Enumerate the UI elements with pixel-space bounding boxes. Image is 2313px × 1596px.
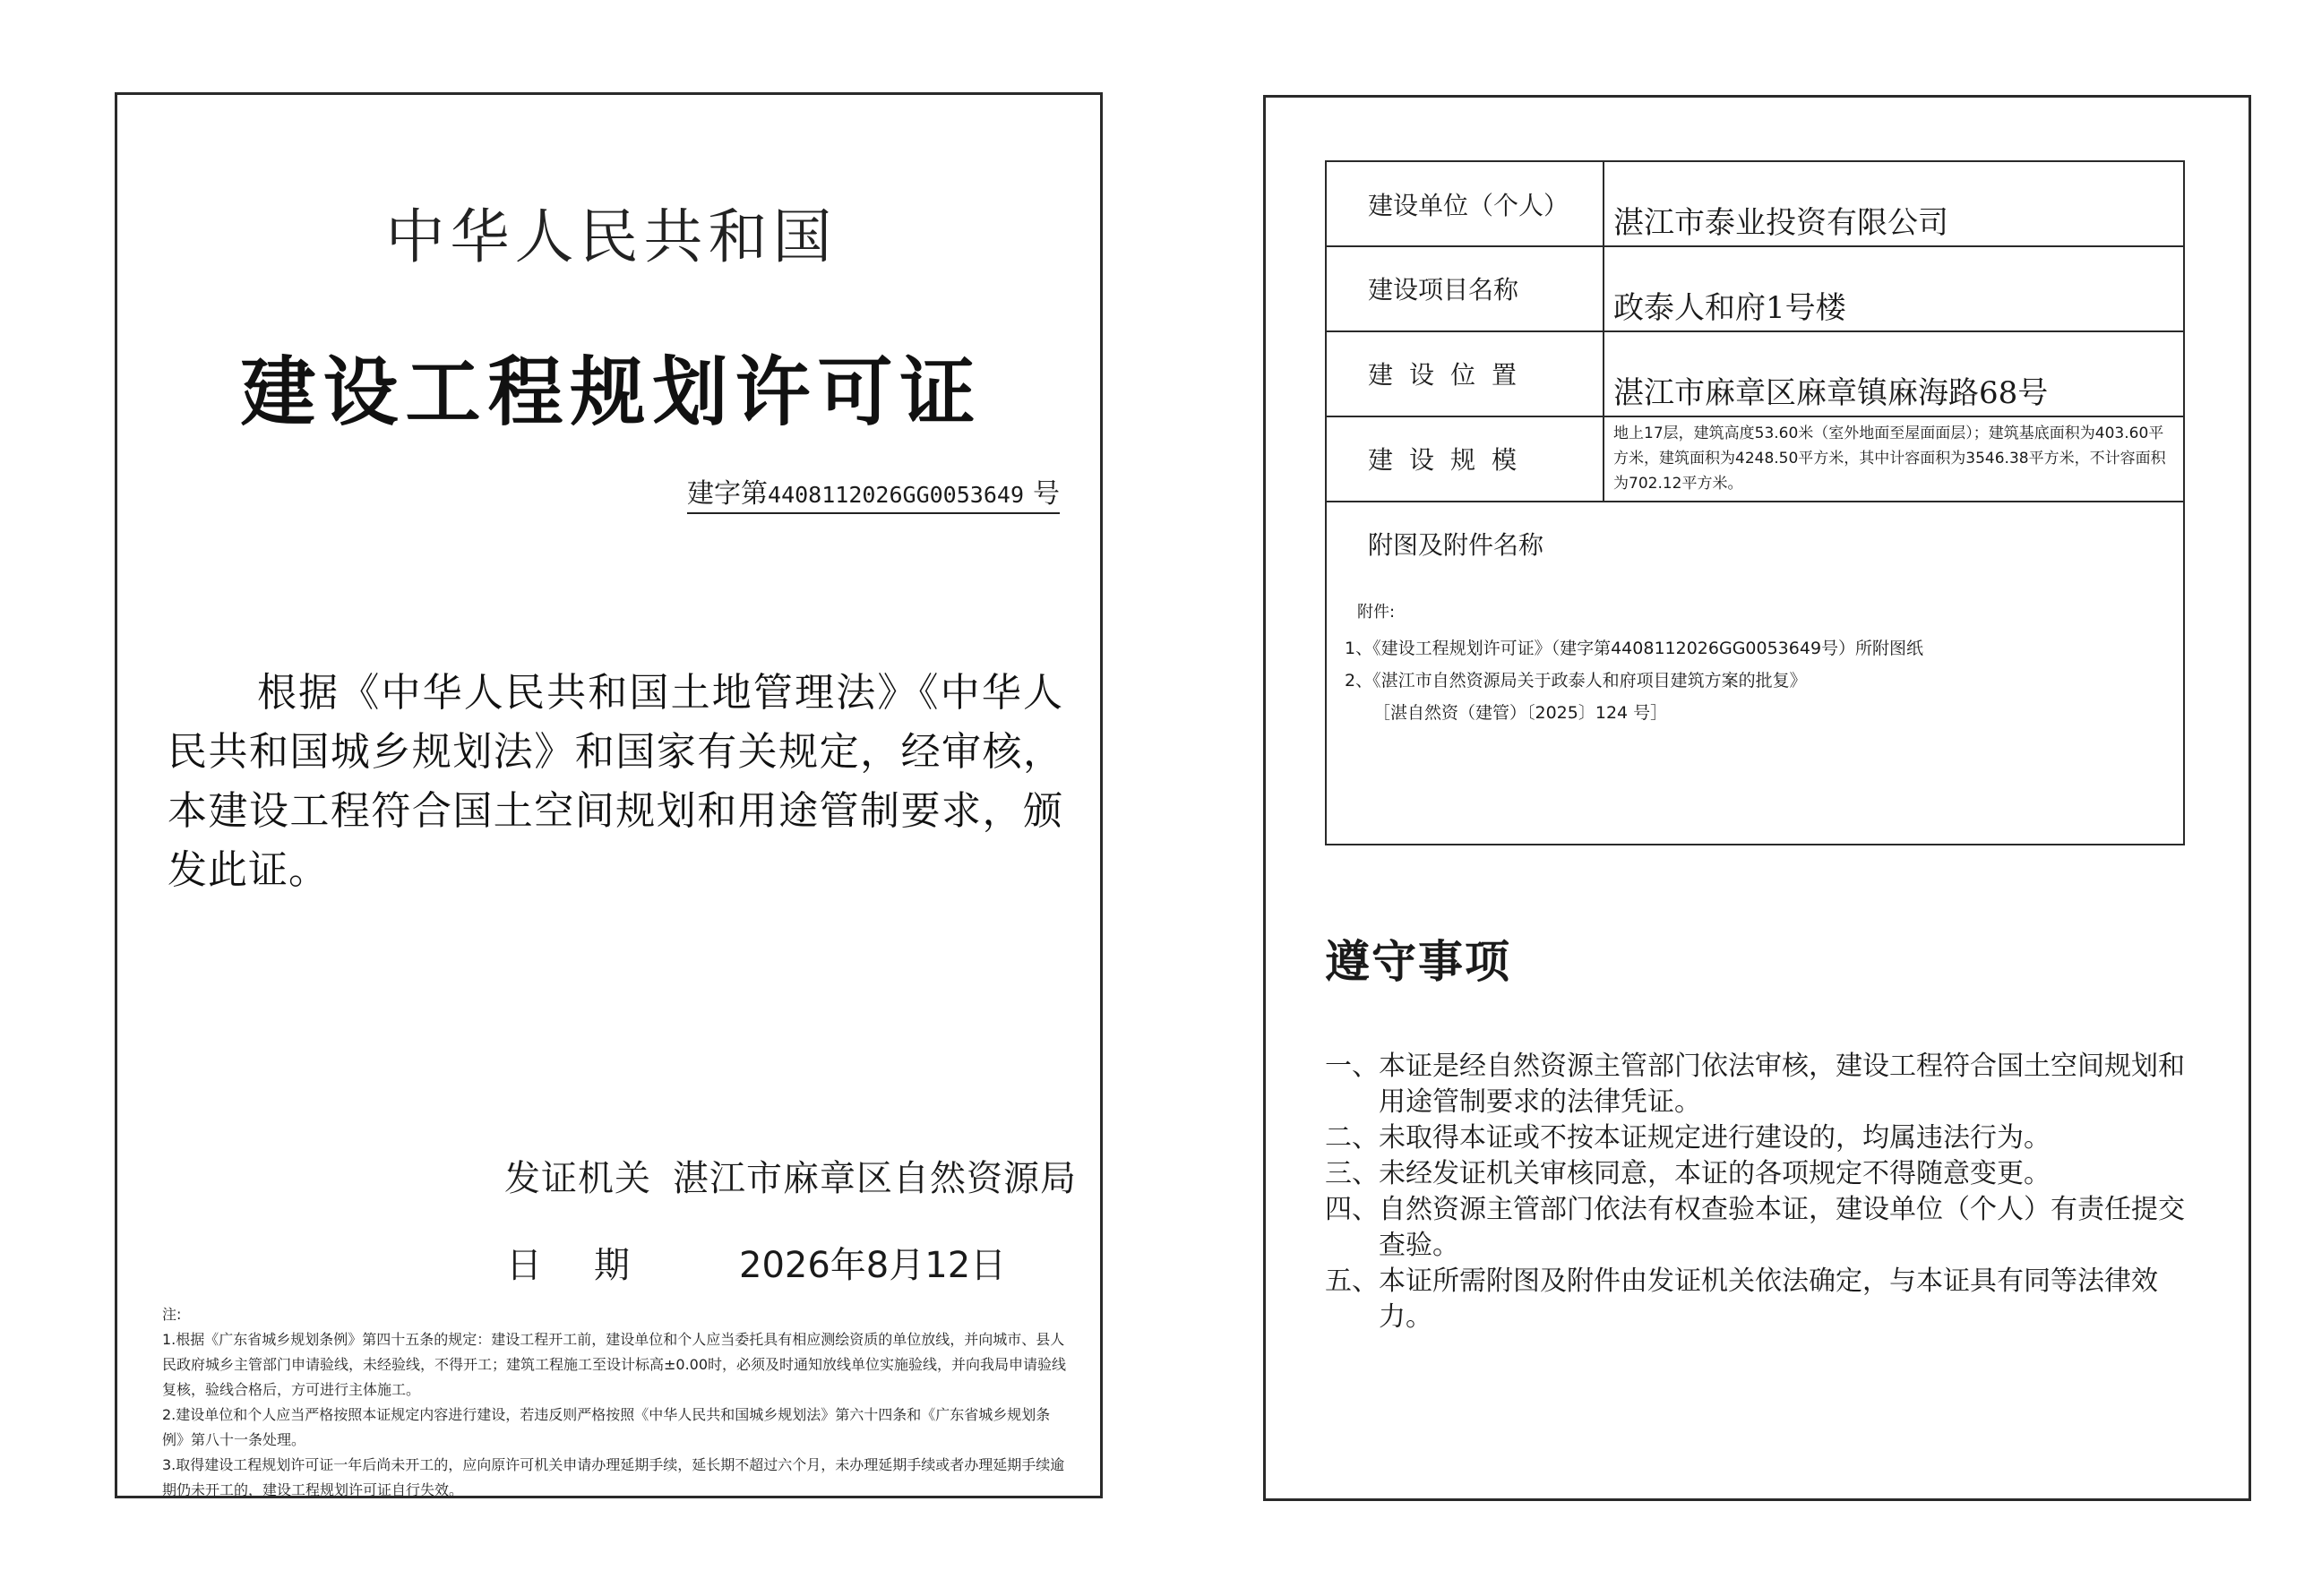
project-info-table bbox=[1325, 160, 2185, 845]
attachments-label: 附件: bbox=[1357, 603, 1396, 622]
rule-item bbox=[1325, 1156, 2203, 1192]
rules-heading: 遵守事项 bbox=[1325, 936, 1511, 988]
attachment-item: 2、《湛江市自然资源局关于政泰人和府项目建筑方案的批复》 bbox=[1345, 671, 1807, 691]
rule-index: 五、 bbox=[1325, 1266, 1379, 1297]
permit-statement: 根据《中华人民共和国土地管理法》《中华人民共和国城乡规划法》和国家有关规定，经审核，本建设工程符合国土空间规划和用途管制要求，颁发此证。 bbox=[168, 670, 1063, 893]
rule-item bbox=[1325, 1264, 2203, 1335]
location-label: 建设位置 bbox=[1327, 330, 1604, 416]
note-item: 2.建设单位和个人应当严格按照本证规定内容进行建设，若违反则严格按照《中华人民共和国城乡规划法》第六十四条和《广东省城乡规划条例》第八十一条处理。 bbox=[162, 1406, 1051, 1448]
attachments-title: 附图及附件名称 bbox=[1368, 530, 1544, 560]
issuer-value: 湛江市麻章区自然资源局 bbox=[673, 1158, 1077, 1199]
table-row bbox=[1327, 416, 2183, 502]
permit-front-page bbox=[115, 92, 1103, 1498]
country-name: 中华人民共和国 bbox=[385, 202, 838, 271]
rule-item bbox=[1325, 1049, 2203, 1120]
rule-item bbox=[1325, 1120, 2203, 1156]
date-value: 2026年8月12日 bbox=[739, 1245, 1007, 1286]
date-label: 日期 bbox=[506, 1245, 682, 1286]
rule-index: 四、 bbox=[1325, 1194, 1379, 1225]
rule-item bbox=[1325, 1192, 2203, 1264]
rule-index: 一、 bbox=[1325, 1051, 1379, 1082]
permit-number-value: 4408112026GG0053649 bbox=[768, 482, 1024, 508]
table-row bbox=[1327, 162, 2183, 247]
table-row bbox=[1327, 245, 2183, 332]
project-label: 建设项目名称 bbox=[1327, 245, 1604, 330]
rule-text: 未取得本证或不按本证规定进行建设的，均属违法行为。 bbox=[1379, 1122, 2051, 1154]
permit-number bbox=[687, 471, 1060, 514]
rule-index: 三、 bbox=[1325, 1158, 1379, 1189]
scale-value: 地上17层，建筑高度53.60米（室外地面至屋面面层）；建筑基底面积为403.60平方米，建筑面积为4248.50平方米，其中计容面积为3546.38平方米，不计容面积为702.12平方米。 bbox=[1613, 424, 2166, 493]
note-item: 3.取得建设工程规划许可证一年后尚未开工的，应向原许可机关申请办理延期手续，延长期不超过六个月，未办理延期手续或者办理延期手续逾期仍未开工的，建设工程规划许可证自行失效。 bbox=[162, 1456, 1065, 1498]
permit-back-page bbox=[1263, 95, 2251, 1501]
permit-number-prefix: 建字第 bbox=[687, 478, 769, 510]
attachment-item-ref: ［湛自然资（建管）〔2025〕124 号］ bbox=[1373, 703, 1668, 723]
issuer-label: 发证机关 bbox=[504, 1158, 651, 1199]
scale-label: 建设规模 bbox=[1327, 416, 1604, 501]
unit-label: 建设单位（个人） bbox=[1327, 162, 1604, 245]
table-row bbox=[1327, 330, 2183, 417]
rule-text: 未经发证机关审核同意，本证的各项规定不得随意变更。 bbox=[1379, 1158, 2051, 1189]
issuer-line bbox=[504, 1150, 1077, 1201]
rule-text: 本证是经自然资源主管部门依法审核，建设工程符合国土空间规划和用途管制要求的法律凭证。 bbox=[1379, 1051, 2185, 1118]
permit-number-suffix: 号 bbox=[1033, 478, 1060, 510]
rule-text: 自然资源主管部门依法有权查验本证，建设单位（个人）有责任提交查验。 bbox=[1379, 1194, 2185, 1261]
notes-section bbox=[162, 1302, 1067, 1503]
location-value: 湛江市麻章区麻章镇麻海路68号 bbox=[1613, 375, 2049, 411]
note-item: 1.根据《广东省城乡规划条例》第四十五条的规定：建设工程开工前，建设单位和个人应当委托具有相应测绘资质的单位放线，并向城市、县人民政府城乡主管部门申请验线，未经验线，不得开工；建筑工程施工至设计标高±0.00时，必须及时通知放线单位实施验线，并向我局申请验线复核，验线合格后，方可进行主体施工。 bbox=[162, 1331, 1067, 1398]
rules-list bbox=[1325, 1049, 2203, 1335]
permit-title: 建设工程规划许可证 bbox=[240, 348, 983, 436]
notes-heading: 注: bbox=[162, 1306, 182, 1323]
attachment-item: 1、《建设工程规划许可证》（建字第4408112026GG0053649号）所附图纸 bbox=[1345, 639, 1924, 658]
rule-text: 本证所需附图及附件由发证机关依法确定，与本证具有同等法律效力。 bbox=[1379, 1266, 2158, 1333]
date-line bbox=[506, 1237, 1006, 1288]
unit-value: 湛江市泰业投资有限公司 bbox=[1613, 205, 1948, 241]
rule-index: 二、 bbox=[1325, 1122, 1379, 1154]
project-value: 政泰人和府1号楼 bbox=[1613, 290, 1846, 326]
